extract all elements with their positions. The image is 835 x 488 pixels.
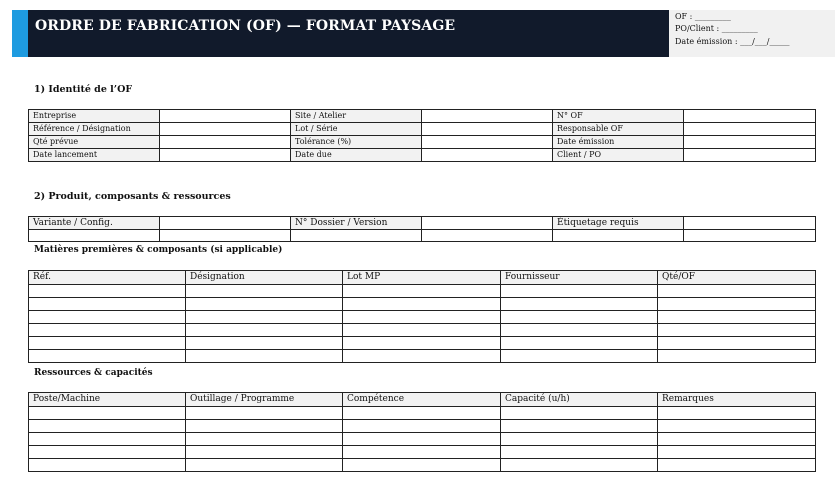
table-cell[interactable] — [29, 420, 186, 433]
table-cell[interactable] — [658, 337, 816, 350]
table-row — [29, 298, 816, 311]
table-cell[interactable] — [658, 433, 816, 446]
materials-title: Matières premières & composants (si applicable) — [34, 245, 283, 255]
table-cell[interactable] — [658, 446, 816, 459]
materials-table — [28, 270, 816, 363]
header-meta-box — [669, 10, 835, 57]
section-1-title: 1) Identité de l’OF — [34, 84, 133, 95]
table-cell[interactable] — [343, 446, 501, 459]
table-row — [29, 337, 816, 350]
field-reference[interactable] — [160, 123, 291, 136]
table-cell[interactable] — [186, 337, 343, 350]
table-cell[interactable] — [501, 433, 658, 446]
table-cell[interactable] — [501, 324, 658, 337]
label-dossier-version: N° Dossier / Version — [291, 217, 422, 230]
table-row — [29, 350, 816, 363]
table-cell[interactable] — [501, 311, 658, 324]
table-row — [29, 420, 816, 433]
col-competence: Compétence — [343, 393, 501, 407]
table-cell[interactable] — [343, 337, 501, 350]
field-qte-prevue[interactable] — [160, 136, 291, 149]
field-date-due[interactable] — [422, 149, 553, 162]
col-qte-of: Qté/OF — [658, 271, 816, 285]
table-cell[interactable] — [343, 311, 501, 324]
resources-header-row — [29, 393, 816, 407]
table-cell[interactable] — [658, 324, 816, 337]
table-cell[interactable] — [186, 298, 343, 311]
document-title: ORDRE DE FABRICATION (OF) — FORMAT PAYSAGE — [35, 18, 456, 34]
label-site-atelier: Site / Atelier — [291, 110, 422, 123]
table-cell[interactable] — [29, 285, 186, 298]
table-cell[interactable] — [343, 407, 501, 420]
table-cell[interactable] — [658, 350, 816, 363]
date-emission-line: Date émission : ___/___/_____ — [675, 37, 790, 46]
table-cell[interactable] — [186, 420, 343, 433]
table-cell[interactable] — [29, 407, 186, 420]
table-row — [29, 324, 816, 337]
col-poste-machine: Poste/Machine — [29, 393, 186, 407]
label-variante: Variante / Config. — [29, 217, 160, 230]
identity-row — [29, 110, 816, 123]
label-qte-prevue: Qté prévue — [29, 136, 160, 149]
table-cell[interactable] — [343, 285, 501, 298]
blank-cell[interactable] — [422, 230, 553, 242]
table-cell[interactable] — [343, 459, 501, 472]
label-responsable-of: Responsable OF — [553, 123, 684, 136]
of-number-line: OF : _________ — [675, 12, 731, 21]
resources-title: Ressources & capacités — [34, 368, 153, 378]
label-entreprise: Entreprise — [29, 110, 160, 123]
field-entreprise[interactable] — [160, 110, 291, 123]
col-lot-mp: Lot MP — [343, 271, 501, 285]
table-cell[interactable] — [186, 459, 343, 472]
col-fournisseur: Fournisseur — [501, 271, 658, 285]
table-cell[interactable] — [29, 459, 186, 472]
table-cell[interactable] — [186, 285, 343, 298]
identity-row — [29, 136, 816, 149]
label-client-po: Client / PO — [553, 149, 684, 162]
table-cell[interactable] — [343, 433, 501, 446]
field-client-po[interactable] — [684, 149, 816, 162]
col-remarques: Remarques — [658, 393, 816, 407]
table-cell[interactable] — [29, 311, 186, 324]
accent-bar — [12, 10, 28, 57]
table-cell[interactable] — [29, 446, 186, 459]
table-cell[interactable] — [501, 298, 658, 311]
table-row — [29, 446, 816, 459]
table-cell[interactable] — [29, 433, 186, 446]
label-numero-of: N° OF — [553, 110, 684, 123]
table-cell[interactable] — [501, 407, 658, 420]
table-cell[interactable] — [658, 459, 816, 472]
identity-row — [29, 123, 816, 136]
label-lot-serie: Lot / Série — [291, 123, 422, 136]
table-cell[interactable] — [658, 285, 816, 298]
table-cell[interactable] — [501, 350, 658, 363]
table-cell[interactable] — [658, 311, 816, 324]
label-tolerance: Tolérance (%) — [291, 136, 422, 149]
field-etiquetage[interactable] — [684, 217, 816, 230]
product-row — [29, 217, 816, 230]
table-cell[interactable] — [658, 407, 816, 420]
field-numero-of[interactable] — [684, 110, 816, 123]
table-row — [29, 311, 816, 324]
label-date-lancement: Date lancement — [29, 149, 160, 162]
table-cell[interactable] — [501, 285, 658, 298]
field-site-atelier[interactable] — [422, 110, 553, 123]
field-variante[interactable] — [160, 217, 291, 230]
label-date-emission: Date émission — [553, 136, 684, 149]
table-cell[interactable] — [501, 459, 658, 472]
blank-cell[interactable] — [29, 230, 160, 242]
table-cell[interactable] — [501, 446, 658, 459]
blank-cell[interactable] — [684, 230, 816, 242]
field-tolerance[interactable] — [422, 136, 553, 149]
table-cell[interactable] — [658, 298, 816, 311]
table-row — [29, 407, 816, 420]
field-date-lancement[interactable] — [160, 149, 291, 162]
table-cell[interactable] — [186, 350, 343, 363]
table-cell[interactable] — [343, 350, 501, 363]
table-cell[interactable] — [29, 298, 186, 311]
col-outillage-programme: Outillage / Programme — [186, 393, 343, 407]
identity-row — [29, 149, 816, 162]
col-designation: Désignation — [186, 271, 343, 285]
table-cell[interactable] — [343, 420, 501, 433]
table-cell[interactable] — [501, 420, 658, 433]
table-cell[interactable] — [186, 433, 343, 446]
resources-table — [28, 392, 816, 472]
table-row — [29, 459, 816, 472]
product-table — [28, 216, 816, 242]
blank-cell[interactable] — [553, 230, 684, 242]
table-cell[interactable] — [29, 350, 186, 363]
col-ref: Réf. — [29, 271, 186, 285]
table-cell[interactable] — [658, 420, 816, 433]
label-etiquetage: Étiquetage requis — [553, 217, 684, 230]
section-2-title: 2) Produit, composants & ressources — [34, 191, 231, 202]
identity-table — [28, 109, 816, 162]
table-cell[interactable] — [186, 324, 343, 337]
field-responsable-of[interactable] — [684, 123, 816, 136]
blank-cell[interactable] — [160, 230, 291, 242]
table-cell[interactable] — [343, 298, 501, 311]
field-lot-serie[interactable] — [422, 123, 553, 136]
col-capacite: Capacité (u/h) — [501, 393, 658, 407]
label-date-due: Date due — [291, 149, 422, 162]
table-cell[interactable] — [501, 337, 658, 350]
table-cell[interactable] — [343, 324, 501, 337]
table-cell[interactable] — [186, 407, 343, 420]
po-client-line: PO/Client : _________ — [675, 24, 758, 33]
table-cell[interactable] — [29, 324, 186, 337]
table-cell[interactable] — [29, 337, 186, 350]
product-row-blank — [29, 230, 816, 242]
materials-header-row — [29, 271, 816, 285]
blank-cell[interactable] — [291, 230, 422, 242]
table-cell[interactable] — [186, 446, 343, 459]
label-reference: Référence / Désignation — [29, 123, 160, 136]
table-row — [29, 285, 816, 298]
table-cell[interactable] — [186, 311, 343, 324]
field-date-emission[interactable] — [684, 136, 816, 149]
field-dossier-version[interactable] — [422, 217, 553, 230]
table-row — [29, 433, 816, 446]
